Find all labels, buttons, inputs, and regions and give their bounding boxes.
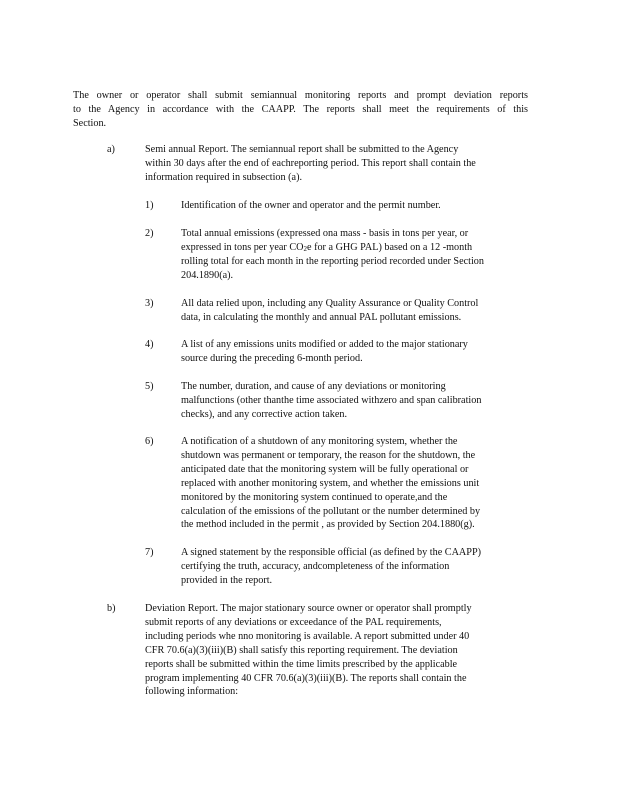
item-1-text	[181, 199, 531, 213]
section-b-line: submit reports of any deviations or exceedance of the PAL requirements,	[145, 616, 442, 628]
item-2-number: 2)	[145, 228, 154, 239]
item-line: data, in calculating the monthly and annual PAL pollutant emissions.	[181, 311, 462, 323]
item-line: source during the preceding 6-month period.	[181, 352, 363, 364]
item-line: certifying the truth, accuracy, andcompleteness of the information	[181, 560, 450, 572]
item-line: 204.1890(a).	[181, 269, 234, 281]
item-5-number: 5)	[145, 381, 154, 392]
co2-rest-text: e for a GHG PAL) based on a 12 -month	[307, 241, 473, 253]
item-3-text	[181, 297, 533, 325]
intro-paragraph	[73, 89, 528, 131]
item-line: A list of any emissions units modified or added to the major stationary	[181, 339, 468, 350]
section-b-line: program implementing 40 CFR 70.6(a)(3)(iii)(B). The reports shall contain the	[145, 672, 467, 684]
item-6-text	[181, 435, 533, 532]
item-line: shutdown was permanent or temporary, the reason for the shutdown, the	[181, 449, 476, 461]
intro-line: Section.	[73, 117, 107, 129]
item-5-text	[181, 380, 533, 422]
section-b-line: Deviation Report. The major stationary source owner or operator shall promptly	[145, 603, 472, 614]
item-line: replaced with another monitoring system, and whether the emissions unit	[181, 477, 480, 489]
item-line: rolling total for each month in the reporting period recorded under Section	[181, 255, 484, 267]
item-line: calculation of the emissions of the pollutant or the number determined by	[181, 505, 481, 517]
co2-text: expressed in tons per year CO	[181, 241, 304, 253]
item-line: All data relied upon, including any Quality Assurance or Quality Control	[181, 298, 479, 309]
intro-line: The owner or operator shall submit semiannual monitoring reports and prompt deviation reports	[73, 90, 528, 101]
section-b-line: including periods whe nno monitoring is available. A report submitted under 40	[145, 630, 470, 642]
item-line: The number, duration, and cause of any deviations or monitoring	[181, 381, 446, 392]
section-b-marker: b)	[107, 603, 116, 614]
item-line: checks), and any corrective action taken.	[181, 408, 348, 420]
item-4-number: 4)	[145, 339, 154, 350]
item-1-number: 1)	[145, 200, 154, 211]
item-6-number: 6)	[145, 436, 154, 447]
item-line: monitored by the monitoring system continued to operate,and the	[181, 491, 448, 503]
item-line: Total annual emissions (expressed ona mass - basis in tons per year, or	[181, 228, 469, 239]
section-a-line: within 30 days after the end of eachreporting period. This report shall contain the	[145, 157, 476, 169]
item-7-number: 7)	[145, 547, 154, 558]
section-a-paragraph	[145, 143, 538, 185]
item-4-text	[181, 338, 533, 366]
item-2-text	[181, 227, 533, 283]
item-7-text	[181, 546, 533, 588]
section-b-line: CFR 70.6(a)(3)(iii)(B) shall satisfy this reporting requirement. The deviation	[145, 644, 458, 656]
section-b-line: reports shall be submitted within the time limits prescribed by the applicable	[145, 658, 458, 670]
co2-subscript: 2	[303, 244, 307, 253]
section-b-line: following information:	[145, 686, 239, 698]
section-b-paragraph	[145, 602, 528, 699]
item-line: anticipated date that the monitoring system will be fully operational or	[181, 463, 469, 475]
item-line: malfunctions (other thanthe time associated withzero and span calibration	[181, 394, 482, 406]
section-a-line: information required in subsection (a).	[145, 171, 303, 183]
item-line-co2	[181, 241, 533, 255]
section-a-line: Semi annual Report. The semiannual report shall be submitted to the Agency	[145, 144, 459, 155]
item-line: Identification of the owner and operator and the permit number.	[181, 200, 441, 211]
item-line: the method included in the permit , as provided by Section 204.1880(g).	[181, 519, 475, 531]
item-3-number: 3)	[145, 298, 154, 309]
item-line: A signed statement by the responsible official (as defined by the CAAPP)	[181, 547, 482, 558]
item-line: provided in the report.	[181, 574, 273, 586]
item-line: A notification of a shutdown of any monitoring system, whether the	[181, 436, 458, 447]
intro-line: to the Agency in accordance with the CAAPP. The reports shall meet the requirements of this	[73, 103, 528, 115]
section-a-marker: a)	[107, 144, 115, 155]
